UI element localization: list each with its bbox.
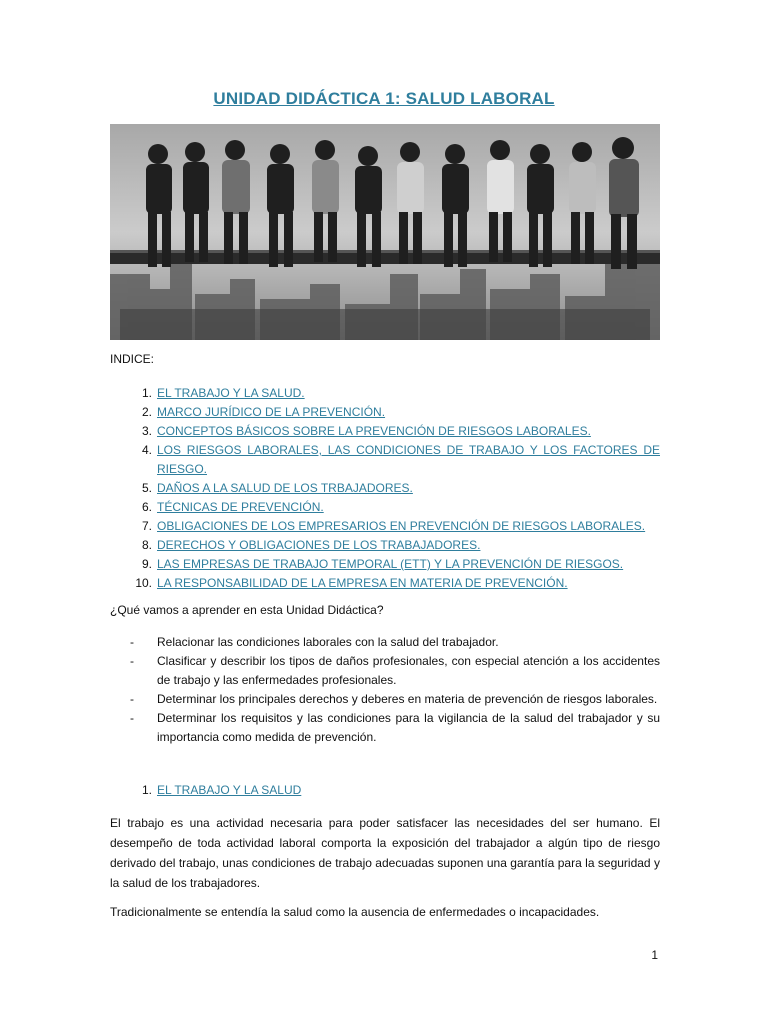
list-item	[130, 690, 660, 709]
objective-text: Relacionar las condiciones laborales con la salud del trabajador.	[157, 635, 499, 649]
toc-item[interactable]	[130, 422, 660, 441]
objective-text: Clasificar y describir los tipos de daños profesionales, con especial atención a los accidentes de trabajo y las enfermedades profesionales.	[157, 654, 660, 687]
toc-item[interactable]	[130, 479, 660, 498]
toc-number: 7.	[141, 519, 152, 533]
bullet-dash: -	[130, 635, 134, 649]
toc-item[interactable]	[130, 498, 660, 517]
toc-item[interactable]	[130, 441, 660, 479]
toc-link[interactable]: MARCO JURÍDICO DE LA PREVENCIÓN.	[157, 405, 386, 419]
learning-question: ¿Qué vamos a aprender en esta Unidad Didáctica?	[110, 603, 384, 617]
bullet-dash: -	[130, 654, 134, 668]
toc-link[interactable]: OBLIGACIONES DE LOS EMPRESARIOS EN PREVENCIÓN DE RIESGOS LABORALES.	[157, 519, 646, 533]
toc-item[interactable]	[130, 384, 660, 403]
toc-number: 3.	[141, 424, 152, 438]
toc-link[interactable]: LAS EMPRESAS DE TRABAJO TEMPORAL (ETT) Y LA PREVENCIÓN DE RIESGOS.	[157, 557, 624, 571]
page-number: 1	[651, 948, 658, 962]
toc-link[interactable]: LOS RIESGOS LABORALES, LAS CONDICIONES DE TRABAJO Y LOS FACTORES DE RIESGO.	[157, 443, 660, 476]
list-item	[130, 709, 660, 747]
toc-number: 1.	[141, 386, 152, 400]
index-label: INDICE:	[110, 352, 155, 366]
objectives-list	[130, 633, 660, 747]
toc-number: 6.	[141, 500, 152, 514]
section-number: 1.	[141, 783, 152, 797]
table-of-contents	[130, 384, 660, 593]
bullet-dash: -	[130, 711, 134, 725]
toc-link[interactable]: TÉCNICAS DE PREVENCIÓN.	[157, 500, 324, 514]
toc-item[interactable]	[130, 555, 660, 574]
toc-link[interactable]: DERECHOS Y OBLIGACIONES DE LOS TRABAJADORES.	[157, 538, 481, 552]
toc-number: 8.	[141, 538, 152, 552]
toc-link[interactable]: DAÑOS A LA SALUD DE LOS TRBAJADORES.	[157, 481, 413, 495]
toc-number: 4.	[141, 443, 152, 457]
toc-number: 10.	[135, 576, 152, 590]
toc-item[interactable]	[130, 536, 660, 555]
list-item	[130, 633, 660, 652]
toc-link[interactable]: EL TRABAJO Y LA SALUD.	[157, 386, 305, 400]
toc-number: 2.	[141, 405, 152, 419]
objective-text: Determinar los requisitos y las condiciones para la vigilancia de la salud del trabajador y su importancia como medida de prevención.	[157, 711, 660, 744]
toc-item[interactable]	[130, 574, 660, 593]
photo-illustration	[110, 124, 660, 340]
toc-link[interactable]: LA RESPONSABILIDAD DE LA EMPRESA EN MATERIA DE PREVENCIÓN.	[157, 576, 568, 590]
toc-number: 5.	[141, 481, 152, 495]
bullet-dash: -	[130, 692, 134, 706]
toc-number: 9.	[141, 557, 152, 571]
list-item	[130, 652, 660, 690]
toc-link[interactable]: CONCEPTOS BÁSICOS SOBRE LA PREVENCIÓN DE RIESGOS LABORALES.	[157, 424, 591, 438]
toc-item[interactable]	[130, 517, 660, 536]
section-link[interactable]: EL TRABAJO Y LA SALUD	[157, 783, 302, 797]
workers-on-beam-photo	[110, 124, 660, 340]
objective-text: Determinar los principales derechos y deberes en materia de prevención de riesgos laborales.	[157, 692, 658, 706]
document-title: UNIDAD DIDÁCTICA 1: SALUD LABORAL	[213, 89, 555, 108]
section-heading	[130, 783, 301, 797]
body-paragraph: Tradicionalmente se entendía la salud como la ausencia de enfermedades o incapacidades.	[110, 905, 600, 919]
toc-item[interactable]	[130, 403, 660, 422]
body-paragraph: El trabajo es una actividad necesaria para poder satisfacer las necesidades del ser humano. El desempeño de toda actividad laboral comporta la exposición del trabajador a algún tipo de riesgo derivado del trabajo, unas condiciones de trabajo adecuadas suponen una garantía para la seguridad y la salud de los trabajadores.	[110, 816, 660, 890]
